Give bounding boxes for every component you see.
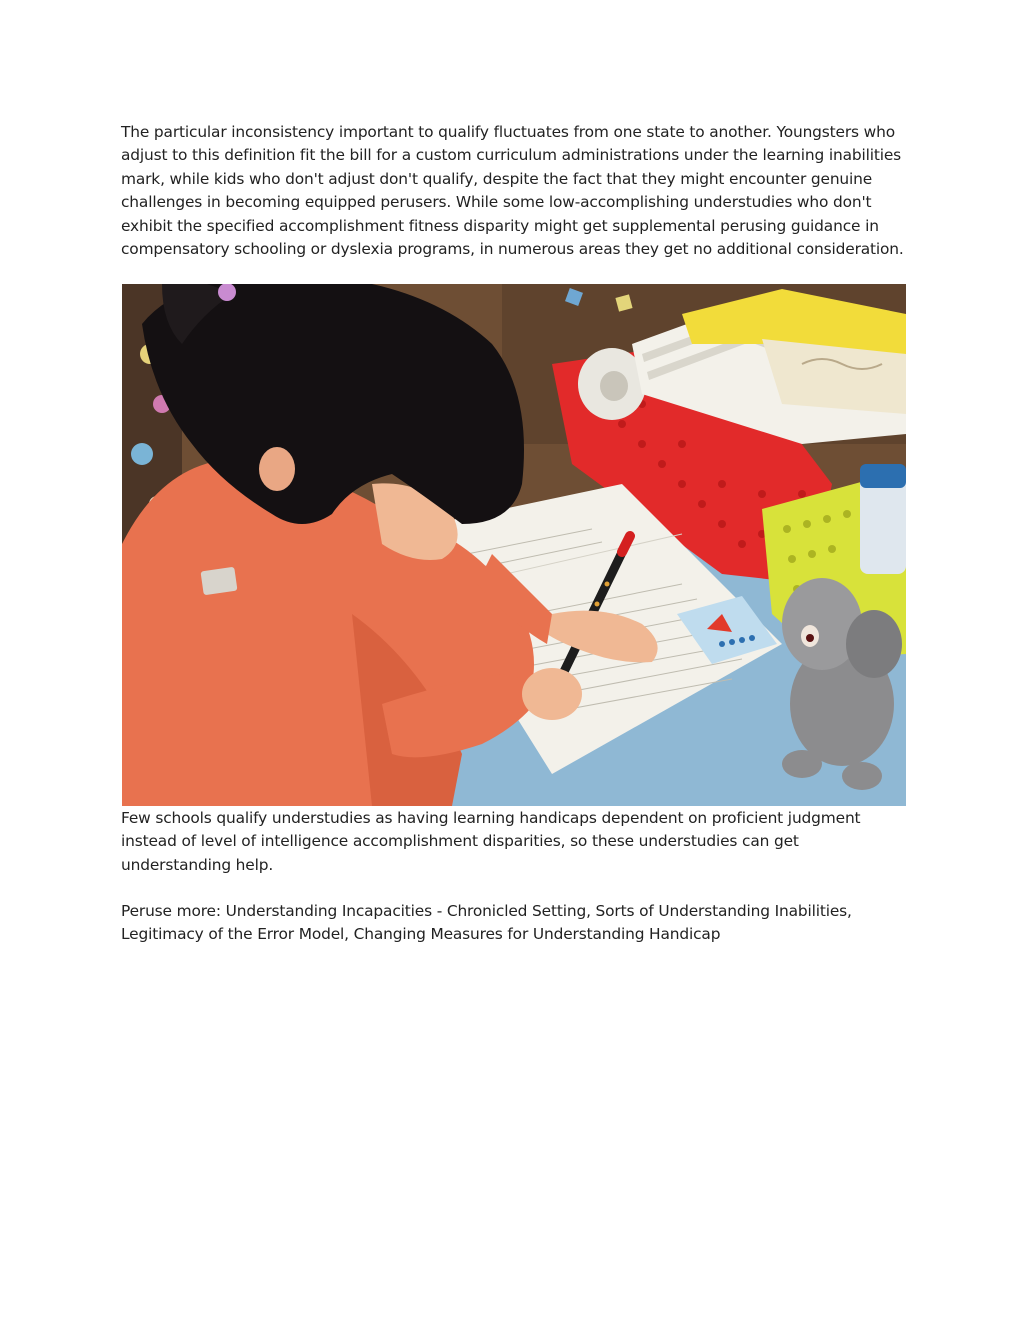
read-more-paragraph: Peruse more: Understanding Incapacities - Chronicled Setting, Sorts of Understanding Inabilities, Legitimacy of the Error Model, Changing Measures for Understanding Handicap: [121, 902, 852, 944]
after-image-paragraph: Few schools qualify understudies as having learning handicaps dependent on proficient judgment instead of level of intelligence accomplishment disparities, so these understudies can get understanding help.: [121, 809, 861, 874]
writing-hand: [522, 668, 582, 720]
intro-paragraph: The particular inconsistency important to qualify fluctuates from one state to another. Youngsters who adjust to this definition fit the bill for a custom curriculum administrations under the learning inabilities mark, while kids who don't adjust don't qualify, despite the fact that they might encounter genuine challenges in becoming equipped perusers. While some low-accomplishing understudies who don't exhibit the specified accomplishment fitness disparity might get supplemental perusing guidance in compensatory schooling or dyslexia programs, in numerous areas they get no additional consideration.: [121, 123, 904, 259]
child-writing-photo: [122, 284, 906, 806]
